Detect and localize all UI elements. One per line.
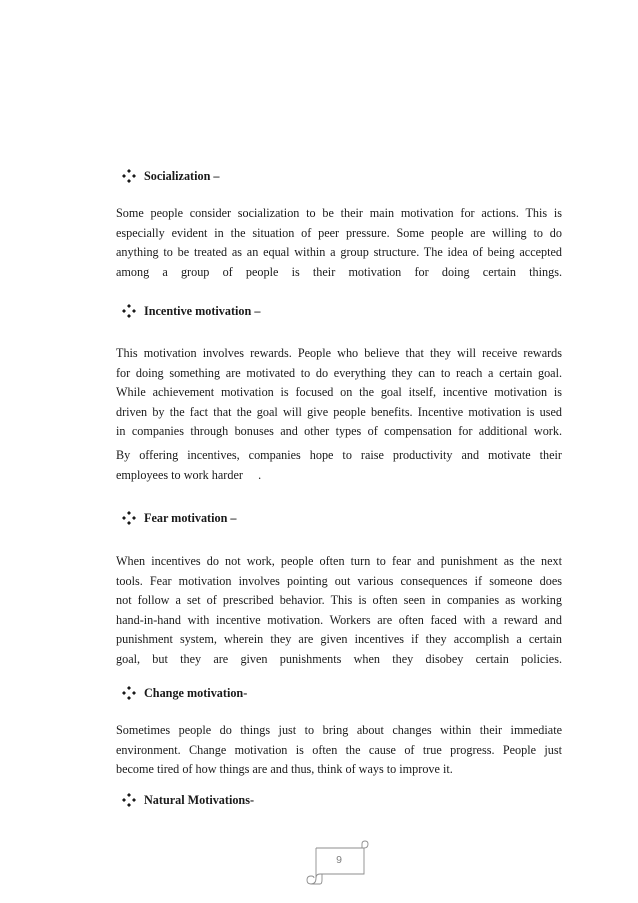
text-line: tools. Fear motivation involves pointing out various consequences if someone does (116, 573, 562, 588)
paragraph (116, 552, 562, 670)
paragraph (116, 344, 562, 442)
text-line: goal, but they are given punishments when they disobey certain policies. (116, 651, 562, 666)
heading-text: Fear motivation – (144, 511, 237, 525)
text-line: for doing something are motivated to do everything they can to reach a certain goal. (116, 365, 562, 380)
page-number: 9 (336, 854, 342, 866)
text-line: hand-in-hand with incentive motivation. Workers are often faced with a reward and (116, 612, 562, 627)
heading-text: Change motivation- (144, 686, 248, 700)
heading-text: Incentive motivation – (144, 304, 261, 318)
text-line: Some people consider socialization to be their main motivation for actions. This is (116, 206, 562, 220)
diamond-bullet-icon (122, 304, 136, 318)
text-line: By offering incentives, companies hope to raise productivity and motivate their (116, 448, 562, 462)
text-line: become tired of how things are and thus, think of ways to improve it. (116, 762, 453, 777)
paragraph (116, 446, 562, 485)
heading-text: Natural Motivations- (144, 793, 255, 807)
text-line: This motivation involves rewards. People who believe that they will receive rewards (116, 346, 562, 360)
text-line: When incentives do not work, people often turn to fear and punishment as the next (116, 554, 562, 568)
heading-socialization (122, 168, 220, 184)
text-line: Sometimes people do things just to bring about changes within their immediate (116, 723, 562, 737)
heading-fear-motivation (122, 510, 237, 526)
text-line: driven by the fact that the goal will give people benefits. Incentive motivation is used (116, 404, 562, 419)
page-number-footer (306, 840, 372, 886)
heading-text: Socialization – (144, 169, 220, 183)
text-line: environment. Change motivation is often the cause of true progress. People just (116, 742, 562, 757)
text-line: among a group of people is their motivation for doing certain things. (116, 264, 562, 279)
diamond-bullet-icon (122, 169, 136, 183)
text-line: employees to work harder . (116, 467, 262, 482)
diamond-bullet-icon (122, 511, 136, 525)
text-line: not follow a set of prescribed behavior. This is often seen in companies as working (116, 593, 562, 608)
diamond-bullet-icon (122, 793, 136, 807)
heading-change-motivation (122, 685, 247, 701)
heading-incentive-motivation (122, 303, 260, 319)
text-line: in companies through bonuses and other types of compensation for additional work. (116, 424, 562, 439)
diamond-bullet-icon (122, 686, 136, 700)
text-line: anything to be treated as an equal within a group structure. The idea of being accepted (116, 245, 562, 260)
paragraph (116, 204, 562, 282)
text-line: punishment system, wherein they are given incentives if they accomplish a certain (116, 632, 562, 647)
heading-natural-motivations (122, 792, 254, 808)
text-line: especially evident in the situation of peer pressure. Some people are willing to do (116, 225, 562, 240)
paragraph (116, 721, 562, 780)
text-line: While achievement motivation is focused on the goal itself, incentive motivation is (116, 385, 562, 400)
